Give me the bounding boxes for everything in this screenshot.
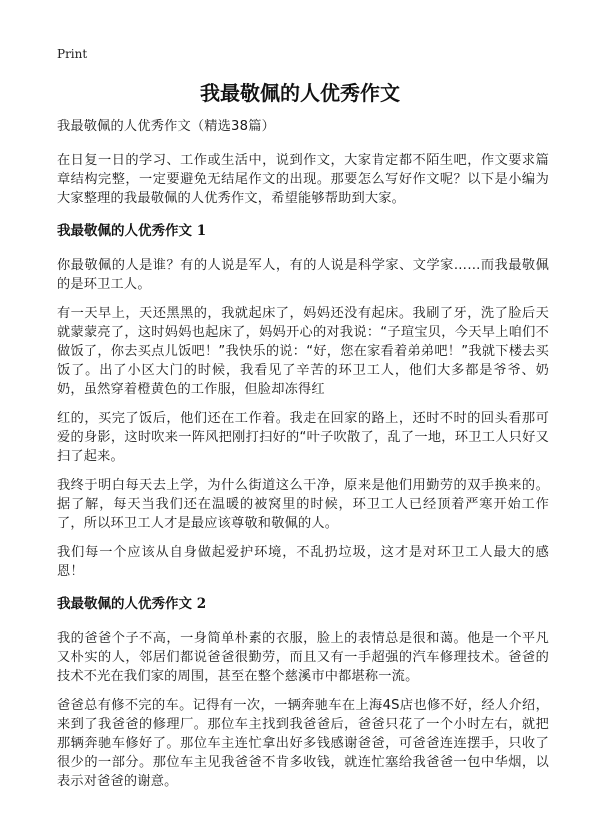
article-body — [57, 117, 549, 801]
section-paragraph: 我们每一个应该从自身做起爱护环境，不乱扔垃圾，这才是对环卫工人最大的感恩！ — [57, 545, 549, 579]
section-paragraph: 我的爸爸个子不高，一身简单朴素的衣服，脸上的表情总是很和蔼。他是一个平凡又朴实的人，邻居们都说爸爸很勤劳，而且又有一手超强的汽车修理技术。爸爸的技术不光在我们家的周围，甚至在整个慈溪市中都堪称一流。 — [57, 631, 549, 684]
page-title: 我最敬佩的人优秀作文 — [200, 81, 400, 105]
section-heading: 我最敬佩的人优秀作文 2 — [57, 596, 207, 612]
intro-paragraph: 在日复一日的学习、工作或生活中，说到作文，大家肯定都不陌生吧，作文要求篇章结构完整，一定要避免无结尾作文的出现。那要怎么写好作文呢？以下是小编为大家整理的我最敬佩的人优秀作文，希望能够帮助到大家。 — [57, 153, 549, 206]
print-link[interactable]: Print — [57, 47, 88, 61]
section-paragraph: 爸爸总有修不完的车。记得有一次，一辆奔驰车在上海4S店也修不好，经人介绍，来到了我爸爸的修理厂。那位车主找到我爸爸后，爸爸只花了一个小时左右，就把那辆奔驰车修好了。那位车主连忙拿出好多钱感谢爸爸，可爸爸连连摆手，只收了很少的一部分。那位车主见我爸爸不肯多收钱，就连忙塞给我爸爸一包中华烟，以表示对爸爸的谢意。 — [57, 698, 549, 789]
article-subtitle: 我最敬佩的人优秀作文（精选38篇） — [57, 119, 275, 134]
section-heading: 我最敬佩的人优秀作文 1 — [57, 223, 207, 239]
section-paragraph: 你最敬佩的人是谁？有的人说是军人，有的人说是科学家、文学家……而我最敬佩的是环卫工人。 — [57, 258, 549, 292]
section-paragraph: 红的，买完了饭后，他们还在工作着。我走在回家的路上，还时不时的回头看那可爱的身影，这时吹来一阵风把刚打扫好的“叶子吹散了，乱了一地，环卫工人只好又扫了起来。 — [57, 411, 549, 464]
section-paragraph: 有一天早上，天还黑黑的，我就起床了，妈妈还没有起床。我刷了牙，洗了脸后天就蒙蒙亮了，这时妈妈也起床了，妈妈开心的对我说：“子瑄宝贝，今天早上咱们不做饭了，你去买点儿饭吧！”我快乐的说：“好，您在家看着弟弟吧！”我就下楼去买饭了。出了小区大门的时候，我看见了辛苦的环卫工人，他们大多都是爷爷、奶奶，虽然穿着橙黄色的工作服，但脸却冻得红 — [57, 306, 549, 397]
section-paragraph: 我终于明白每天去上学，为什么街道这么干净，原来是他们用勤劳的双手换来的。据了解，每天当我们还在温暖的被窝里的时候，环卫工人已经顶着严寒开始工作了，所以环卫工人才是最应该尊敬和敬佩的人。 — [57, 478, 549, 531]
